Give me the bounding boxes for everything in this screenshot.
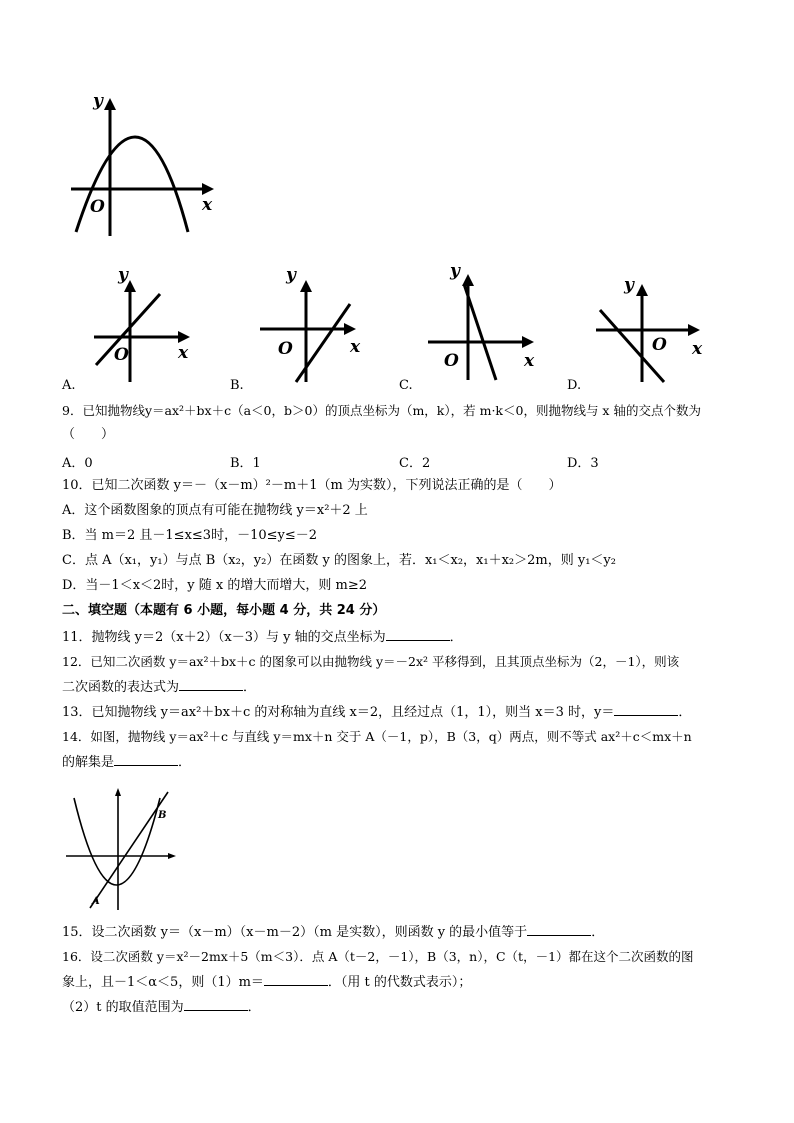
q14-answer-blank[interactable] — [114, 753, 178, 766]
q16-part2-answer-blank[interactable] — [184, 998, 248, 1011]
q14-figure — [64, 784, 180, 912]
parabola-figure — [68, 92, 218, 240]
q13-text: 13．已知抛物线 y＝ax²＋bx＋c 的对称轴为直线 x＝2，且经过点（1，1），则当 x＝3 时，y＝ — [62, 705, 615, 720]
q8-option-a[interactable]: A. — [62, 378, 76, 393]
q9-option-c[interactable]: C．2 — [399, 456, 431, 471]
origin-label: O — [444, 351, 459, 371]
q10-option-b[interactable]: B．当 m＝2 且－1≤x≤3时，－10≤y≤－2 — [62, 528, 318, 543]
q11-end: ． — [449, 630, 463, 645]
q12-text: 二次函数的表达式为 — [62, 680, 180, 695]
q11 — [62, 628, 463, 647]
q16-text: 象上，且－1＜α＜5，则（1）m＝ — [62, 975, 264, 990]
q14-line1: 14．如图，抛物线 y＝ax²＋c 与直线 y＝mx＋n 交于 A（－1，p），B（3，q）两点，则不等式 ax²＋c＜mx＋n — [62, 729, 692, 744]
q15-text: 15．设二次函数 y＝（x－m）（x－m－2）（m 是实数），则函数 y 的最小值等于 — [62, 925, 528, 940]
q16-end: ． — [247, 1000, 261, 1015]
q16-part2-text: （2）t 的取值范围为 — [62, 1000, 184, 1015]
point-a-label: A — [92, 896, 100, 907]
origin-label: O — [90, 197, 105, 217]
axis-y-label: y — [624, 275, 634, 295]
axis-x-label: x — [178, 343, 189, 363]
q9-option-b[interactable]: B．1 — [230, 456, 261, 471]
q13-answer-blank[interactable] — [614, 703, 678, 716]
q10-option-d[interactable]: D．当－1＜x＜2时，y 随 x 的增大而增大，则 m≥2 — [62, 578, 367, 593]
q13 — [62, 703, 691, 722]
option-a-graph — [90, 262, 200, 384]
origin-label: O — [114, 345, 129, 365]
point-b-label: B — [158, 810, 167, 821]
q9-option-a[interactable]: A．0 — [62, 456, 93, 471]
q9-stem: 9．已知抛物线y＝ax²＋bx＋c（a＜0，b＞0）的顶点坐标为（m，k），若 m·k＜0，则抛物线与 x 轴的交点个数为 — [62, 403, 701, 418]
q10-option-a[interactable]: A．这个函数图象的顶点有可能在抛物线 y＝x²＋2 上 — [62, 503, 368, 518]
q9-answer-bracket[interactable]: （ ） — [62, 427, 115, 442]
option-c-graph — [424, 258, 546, 384]
q16-line1: 16．设二次函数 y＝x²－2mx＋5（m＜3）．点 A（t－2，－1），B（3，n），C（t，－1）都在这个二次函数的图 — [62, 949, 694, 964]
q16-note: ．（用 t 的代数式表示）； — [327, 975, 472, 990]
q14-line2 — [62, 753, 191, 772]
axis-x-label: x — [350, 337, 361, 357]
q12-line2 — [62, 678, 256, 697]
q12-end: ． — [243, 680, 257, 695]
q15 — [62, 923, 604, 942]
axis-y-label: y — [93, 92, 103, 111]
q12-answer-blank[interactable] — [179, 678, 243, 691]
q8-option-c[interactable]: C. — [399, 378, 413, 393]
q16-line2 — [62, 973, 471, 992]
axis-x-label: x — [524, 351, 535, 371]
q14-text: 的解集是 — [62, 755, 115, 770]
q12-line1: 12．已知二次函数 y＝ax²＋bx＋c 的图象可以由抛物线 y＝－2x² 平移得到，且其顶点坐标为（2，－1），则该 — [62, 654, 680, 669]
q15-end: ． — [591, 925, 605, 940]
option-d-graph — [592, 270, 710, 384]
q15-answer-blank[interactable] — [527, 923, 591, 936]
axis-y-label: y — [286, 265, 296, 285]
section-heading: 二、填空题（本题有 6 小题，每小题 4 分，共 24 分） — [62, 603, 386, 618]
q9-option-d[interactable]: D．3 — [567, 456, 599, 471]
option-b-graph — [256, 264, 368, 384]
axis-y-label: y — [450, 261, 460, 281]
origin-label: O — [278, 339, 293, 359]
origin-label: O — [652, 335, 667, 355]
q13-end: ． — [678, 705, 692, 720]
q8-option-d[interactable]: D. — [567, 378, 582, 393]
axis-y-label: y — [118, 265, 128, 285]
q14-end: ． — [178, 755, 192, 770]
q16-part1-answer-blank[interactable] — [264, 973, 328, 986]
q16-line3 — [62, 998, 261, 1017]
axis-x-label: x — [202, 195, 213, 215]
q11-answer-blank[interactable] — [386, 628, 450, 641]
q8-option-b[interactable]: B. — [230, 378, 244, 393]
q10-option-c[interactable]: C．点 A（x₁，y₁）与点 B（x₂，y₂）在函数 y 的图象上，若．x₁＜x₂，x₁＋x₂＞2m，则 y₁＜y₂ — [62, 553, 616, 568]
axis-x-label: x — [692, 339, 703, 359]
q10-stem: 10．已知二次函数 y＝－（x－m）²－m＋1（m 为实数），下列说法正确的是（ ） — [62, 478, 562, 493]
q11-text: 11．抛物线 y＝2（x＋2）（x－3）与 y 轴的交点坐标为 — [62, 630, 386, 645]
